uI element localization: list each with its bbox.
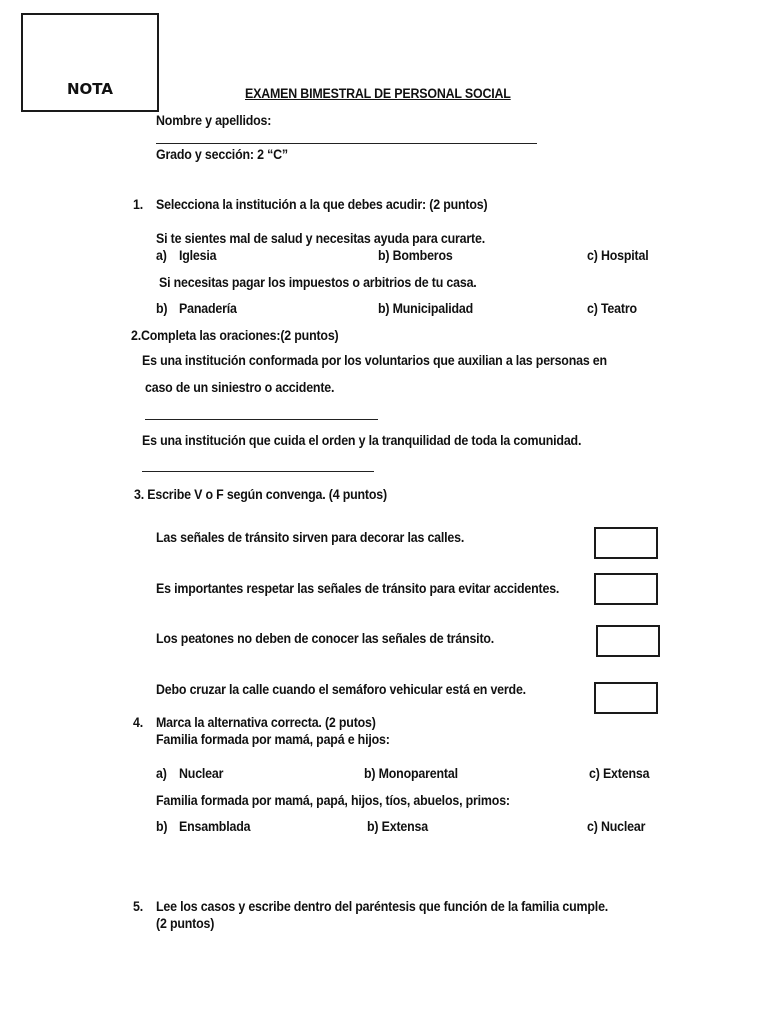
q1-case1: Si te sientes mal de salud y necesitas ayuda para curarte. [156, 231, 485, 246]
q5-number: 5. [133, 899, 143, 914]
q4-case2-opt-b[interactable]: b) Extensa [367, 819, 428, 834]
q4-case1-opt-a[interactable]: Nuclear [179, 766, 224, 781]
q1-case1-opt-a[interactable]: Iglesia [179, 248, 217, 263]
q1-number: 1. [133, 197, 143, 212]
q4-case2-opt-c[interactable]: c) Nuclear [587, 819, 646, 834]
q1-case1-opt-a-letter: a) [156, 248, 167, 263]
q4-case1-opt-c[interactable]: c) Extensa [589, 766, 650, 781]
q4-number: 4. [133, 715, 143, 730]
q3-statement: Es importantes respetar las señales de tránsito para evitar accidentes. [156, 581, 560, 596]
q4-prompt: Marca la alternativa correcta. (2 putos) [156, 715, 376, 730]
q3-statement: Debo cruzar la calle cuando el semáforo vehicular está en verde. [156, 682, 526, 697]
q3-statement: Las señales de tránsito sirven para decorar las calles. [156, 530, 465, 545]
q4-case2: Familia formada por mamá, papá, hijos, tíos, abuelos, primos: [156, 793, 510, 808]
q3-answer-box[interactable] [594, 682, 658, 714]
q1-case1-opt-b[interactable]: b) Bomberos [378, 248, 453, 263]
q2-answer1-line[interactable] [145, 419, 378, 420]
q1-case2-opt-b[interactable]: b) Municipalidad [378, 301, 474, 316]
q2-sentence1-line2: caso de un siniestro o accidente. [145, 380, 335, 395]
q4-case2-opt-a-letter: b) [156, 819, 168, 834]
q4-case1-opt-a-letter: a) [156, 766, 167, 781]
q4-case1: Familia formada por mamá, papá e hijos: [156, 732, 390, 747]
q5-prompt-points: (2 puntos) [156, 916, 215, 931]
q5-prompt: Lee los casos y escribe dentro del paréntesis que función de la familia cumple. [156, 899, 609, 914]
q1-case2-opt-a[interactable]: Panadería [179, 301, 237, 316]
q2-sentence1-line1: Es una institución conformada por los voluntarios que auxilian a las personas en [142, 353, 607, 368]
q1-prompt: Selecciona la institución a la que debes acudir: (2 puntos) [156, 197, 488, 212]
nota-box [21, 13, 159, 112]
grade-label: Grado y sección: 2 “C” [156, 147, 288, 162]
q1-case2-opt-c[interactable]: c) Teatro [587, 301, 637, 316]
q2-prompt: 2.Completa las oraciones:(2 puntos) [131, 328, 339, 343]
q3-answer-box[interactable] [594, 527, 658, 559]
q3-answer-box[interactable] [596, 625, 660, 657]
q1-case2: Si necesitas pagar los impuestos o arbitrios de tu casa. [159, 275, 477, 290]
name-label: Nombre y apellidos: [156, 113, 272, 128]
q3-answer-box[interactable] [594, 573, 658, 605]
q1-case1-opt-c[interactable]: c) Hospital [587, 248, 649, 263]
q3-prompt: 3. Escribe V o F según convenga. (4 puntos) [134, 487, 387, 502]
q4-case2-opt-a[interactable]: Ensamblada [179, 819, 251, 834]
q2-sentence2: Es una institución que cuida el orden y la tranquilidad de toda la comunidad. [142, 433, 582, 448]
q4-case1-opt-b[interactable]: b) Monoparental [364, 766, 458, 781]
q3-statement: Los peatones no deben de conocer las señales de tránsito. [156, 631, 495, 646]
q2-answer2-line[interactable] [142, 471, 374, 472]
exam-title: EXAMEN BIMESTRAL DE PERSONAL SOCIAL [245, 86, 511, 101]
name-answer-line[interactable] [156, 143, 537, 144]
nota-label: NOTA [67, 80, 113, 98]
q1-case2-opt-a-letter: b) [156, 301, 168, 316]
